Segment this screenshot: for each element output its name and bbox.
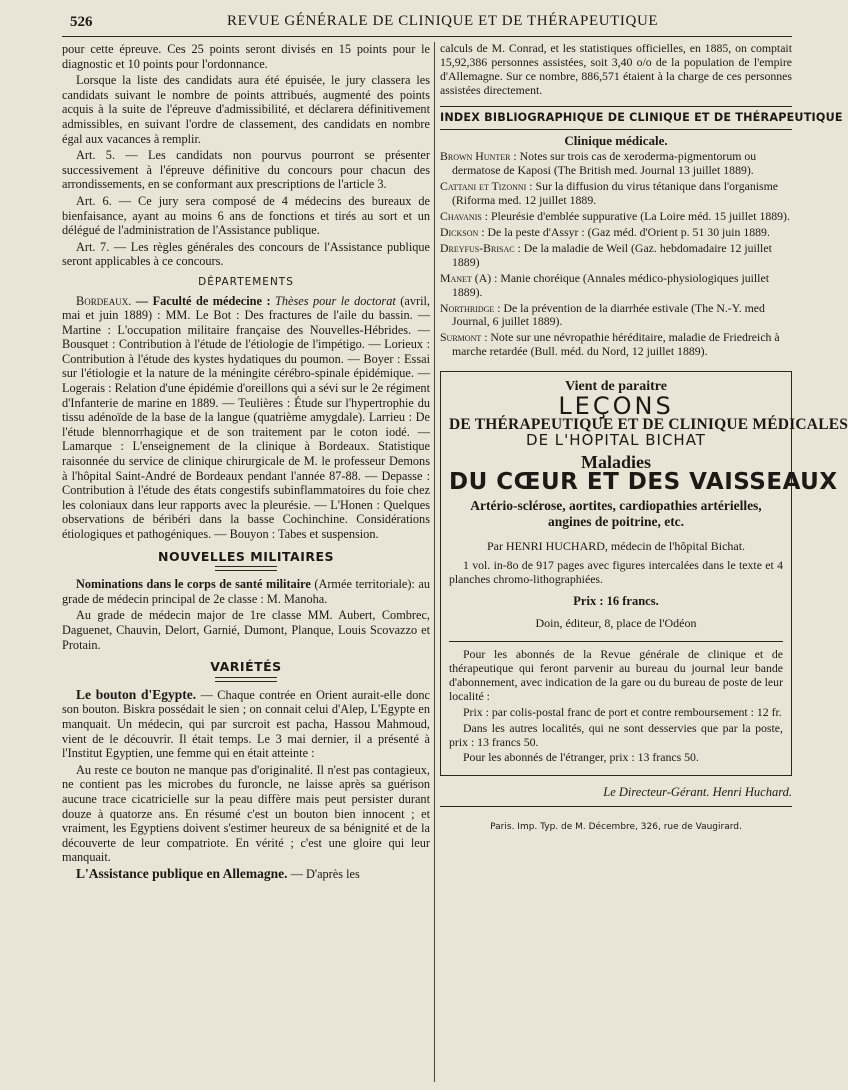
list-item bbox=[440, 180, 792, 208]
section-heading-militaires: NOUVELLES MILITAIRES bbox=[157, 548, 335, 564]
entry-text: : De la prévention de la diarrhée estivale (The N.-Y. med Journal, 6 juillet 1889). bbox=[452, 300, 765, 329]
ad-announcement: Vient de paraitre bbox=[565, 379, 667, 395]
section-rule bbox=[215, 677, 277, 682]
ad-publisher: Doin, éditeur, 8, place de l'Odéon bbox=[535, 616, 697, 631]
index-subheading: Clinique médicale. bbox=[564, 132, 668, 148]
advertisement-box bbox=[440, 371, 848, 776]
section-heading-departements: DÉPARTEMENTS bbox=[198, 275, 294, 288]
entry-text: : Notes sur trois cas de xeroderma-pigmentorum ou dermatose de Kaposi (The British med. Journal 13 juillet 1889). bbox=[452, 149, 757, 178]
entry-author: Cattani et Tizonni bbox=[440, 179, 527, 194]
faculte-label: — Faculté de médecine : bbox=[135, 293, 271, 308]
column-divider bbox=[434, 42, 435, 1082]
entry-text: : De la maladie de Weil (Gaz. hebdomadaire 12 juillet 1889) bbox=[452, 240, 772, 269]
page-header bbox=[62, 10, 792, 37]
running-head: REVUE GÉNÉRALE DE CLINIQUE ET DE THÉRAPEUTIQUE bbox=[227, 13, 659, 29]
paragraph: pour cette épreuve. Ces 25 points seront divisés en 15 points pour le diagnostic et 10 points pour l'ordonnance. bbox=[62, 42, 430, 71]
nominations-title: Nominations dans le corps de santé militaire bbox=[76, 577, 311, 592]
ad-subscribers: Pour les abonnés de la Revue générale de clinique et de thérapeutique qui feront parvenir au bureau du journal leur bande d'abonnement, avec indication de la gare ou du bureau de poste de leur localité : bbox=[449, 647, 783, 703]
entry-author: Dickson bbox=[440, 224, 479, 239]
entry-text: : Note sur une névropathie héréditaire, maladie de Friedreich à marche retardée (Bull. méd. du Nord, 12 juillet 1889). bbox=[452, 330, 780, 359]
index-list bbox=[440, 150, 792, 359]
theses-label: Thèses pour le doctorat bbox=[275, 293, 396, 308]
list-item bbox=[440, 210, 792, 224]
ad-price-paris: Prix : par colis-postal franc de port et contre remboursement : 12 fr. bbox=[463, 704, 782, 719]
theses-date: (avril, mai et juin 1889) : MM. bbox=[62, 293, 430, 323]
ad-title-maladies: Maladies bbox=[581, 451, 651, 472]
ad-price-other: Dans les autres localités, qui ne sont desservies que par la poste, prix : 13 francs 50. bbox=[449, 720, 783, 749]
entry-author: Dreyfus-Brisac bbox=[440, 240, 515, 255]
paragraph: Art. 7. — Les règles générales des concours de l'Assistance publique seront applicables à ce concours. bbox=[62, 239, 430, 269]
ad-title-hopital: DE L'HOPITAL BICHAT bbox=[526, 430, 706, 449]
theses-list: Le Bot : Des fractures de l'aile du bassin. — Martine : L'occupation militaire française des Nouvelles-Hébrides. — Bousquet : Contribution à l'étude de l'étiologie de l'impétigo. — Lorieux : Contribution à l'étude des kystes hydatiques du poumon. — Boyer : Essai sur l'étiologie et la nature de la méningite cérébro-spinale épidémique. — Logerais : Relation d'une épidémie d'oreillons qui a sévi sur le 2e régiment d'Infanterie de marine en 1889. — Teulières : Étude sur l'hypertrophie du tissu adénoïde de la base de la langue (quatrième amygdale). Larrieu : De l'étude blennorrhagique et de son traitement par le coton iodé. — Lamarque : L'enseignement de la clinique à Bordeaux. Statistique raisonnée du service de clinique chirurgicale de M. le professeur Demons à l'hôpital Saint-André de Bordeaux pendant l'année 87-88. — Depasse : Contribution à l'étude des états congestifs subinflammatoires du foie chez les coloniaux dans leur rapports avec la pleurésie. — L'Honen : Quelques observations de béribéri dans la basse Cochinchine. Considérations étiologiques et pathogéniques. — Bouyon : Tabes et suspension. bbox=[62, 308, 431, 541]
article-text: — Chaque contrée en Orient aurait-elle donc son bouton. Biskra possédait le sien ; on connait celui d'Alep, L'Egypte en manquait. Un médecin, qui par surcroit est pacha, Hassou Mahmoud, vient de le découvrir. Il était temps. Le 3 mai dernier, il a présenté à l'Institut Egyptien, une femme qui en était atteinte : bbox=[62, 687, 431, 761]
entry-author: Manet (A) bbox=[440, 270, 492, 285]
paragraph: Art. 5. — Les candidats non pourvus pourront se présenter successivement à l'épreuve définitive du concours pour chacun des arrondissements, en se conformant aux prescriptions de l'article 3. bbox=[62, 148, 430, 192]
list-item bbox=[440, 272, 792, 300]
section-rule bbox=[215, 566, 277, 571]
paragraph: Lorsque la liste des candidats aura été épuisée, le jury classera les candidats suivant le nombre de points attribués, augmenté des points acquis à la suite de l'épreuve d'admissibilité, et déclarera définitivement admissibles, en suivant l'ordre de classement, des candidats en nombre égal aux vacances à remplir. bbox=[62, 73, 430, 146]
footer-rule bbox=[440, 806, 792, 807]
printer-line: Paris. Imp. Typ. de M. Décembre, 326, rue de Vaugirard. bbox=[490, 822, 742, 833]
article-title: L'Assistance publique en Allemagne. bbox=[76, 865, 288, 881]
ad-price: Prix : 16 francs. bbox=[573, 594, 659, 609]
ad-title-coeur: DU CŒUR ET DES VAISSEAUX bbox=[449, 468, 838, 495]
right-column bbox=[440, 41, 848, 835]
entry-author: Surmont bbox=[440, 330, 482, 345]
paragraph: calculs de M. Conrad, et les statistiques officielles, en 1885, on comptait 15,92,386 personnes assistées, soit 3,40 o/o de la population de l'empire d'Allemagne. Sur ce nombre, 886,571 étaient à la charge de ces personnes assistées directement. bbox=[440, 41, 792, 97]
entry-text: : Sur la diffusion du virus tétanique dans l'organisme (Riforma med. 12 juillet 1889. bbox=[452, 179, 779, 208]
list-item bbox=[440, 226, 792, 240]
paragraph: Art. 6. — Ce jury sera composé de 4 médecins des bureaux de bienfaisance, ayant au moins 6 ans de fonctions et tirés au sort et un délégué de l'administration de l'Assistance publique. bbox=[62, 193, 430, 238]
entry-text: : De la peste d'Assyr : (Gaz méd. d'Orient p. 51 30 juin 1889. bbox=[481, 224, 770, 239]
entry-text: : Manie choréique (Annales médico-physiologiques juillet 1889). bbox=[452, 270, 769, 299]
paragraph bbox=[62, 577, 430, 606]
left-column bbox=[62, 42, 430, 883]
bordeaux-theses bbox=[62, 294, 430, 542]
ad-price-foreign: Pour les abonnés de l'étranger, prix : 13 francs 50. bbox=[463, 750, 699, 765]
entry-author: Chavanis bbox=[440, 209, 482, 224]
article-text: — D'après les bbox=[290, 866, 360, 881]
ad-divider bbox=[449, 641, 783, 642]
entry-text: : Pleurésie d'emblée suppurative (La Loire méd. 15 juillet 1889). bbox=[484, 209, 790, 224]
index-heading: INDEX BIBLIOGRAPHIQUE DE CLINIQUE ET DE THÉRAPEUTIQUE bbox=[440, 106, 792, 130]
section-heading-varietes: VARIÉTÉS bbox=[210, 659, 282, 675]
city-name: Bordeaux. bbox=[76, 293, 132, 308]
page-number: 526 bbox=[70, 14, 93, 30]
signature: Le Directeur-Gérant. Henri Huchard. bbox=[603, 785, 792, 800]
ad-volume: 1 vol. in-8o de 917 pages avec figures intercalées dans le texte et 4 planches chromo-lithographiées. bbox=[449, 558, 783, 587]
list-item bbox=[440, 150, 792, 178]
ad-author: Par HENRI HUCHARD, médecin de l'hôpital Bichat. bbox=[486, 538, 746, 553]
nominations-text: (Armée territoriale): au grade de médecin principal de 2e classe : M. Manoha. bbox=[62, 577, 430, 606]
article-title: Le bouton d'Egypte. bbox=[76, 686, 197, 702]
paragraph bbox=[62, 867, 430, 882]
entry-author: Northridge bbox=[440, 300, 495, 315]
ad-title-lecons: LEÇONS bbox=[558, 392, 674, 421]
paragraph: Au grade de médecin major de 1re classe MM. Aubert, Combrec, Daguenet, Chauvin, Delort, Garnié, Dumont, Planque, Louis Scovazzo et Protain. bbox=[62, 608, 430, 652]
entry-author: Brown Hunter bbox=[440, 149, 511, 164]
ad-title-therapeutique: DE THÉRAPEUTIQUE ET DE CLINIQUE MÉDICALES bbox=[449, 415, 848, 433]
paragraph: Au reste ce bouton ne manque pas d'originalité. Il n'est pas contagieux, ne contient pas les microbes du furoncle, ne laisse après sa guérison aucune trace cicatricielle sur la peau diffère mais peut persister durant douze à quatorze ans. En résumé c'est un bouton bien innocent ; et vraiment, les Egyptiens doivent s'estimer heureux de sa bénignité et de la découverte de leur compatriote. En vérité ; c'est une gloire qui leur manquait. bbox=[62, 762, 430, 865]
list-item bbox=[440, 302, 792, 330]
list-item bbox=[440, 242, 792, 270]
paragraph bbox=[62, 688, 430, 761]
list-item bbox=[440, 331, 792, 359]
ad-subtitle: Artério-sclérose, aortites, cardiopathies artérielles, angines de poitrine, etc. bbox=[470, 497, 762, 529]
